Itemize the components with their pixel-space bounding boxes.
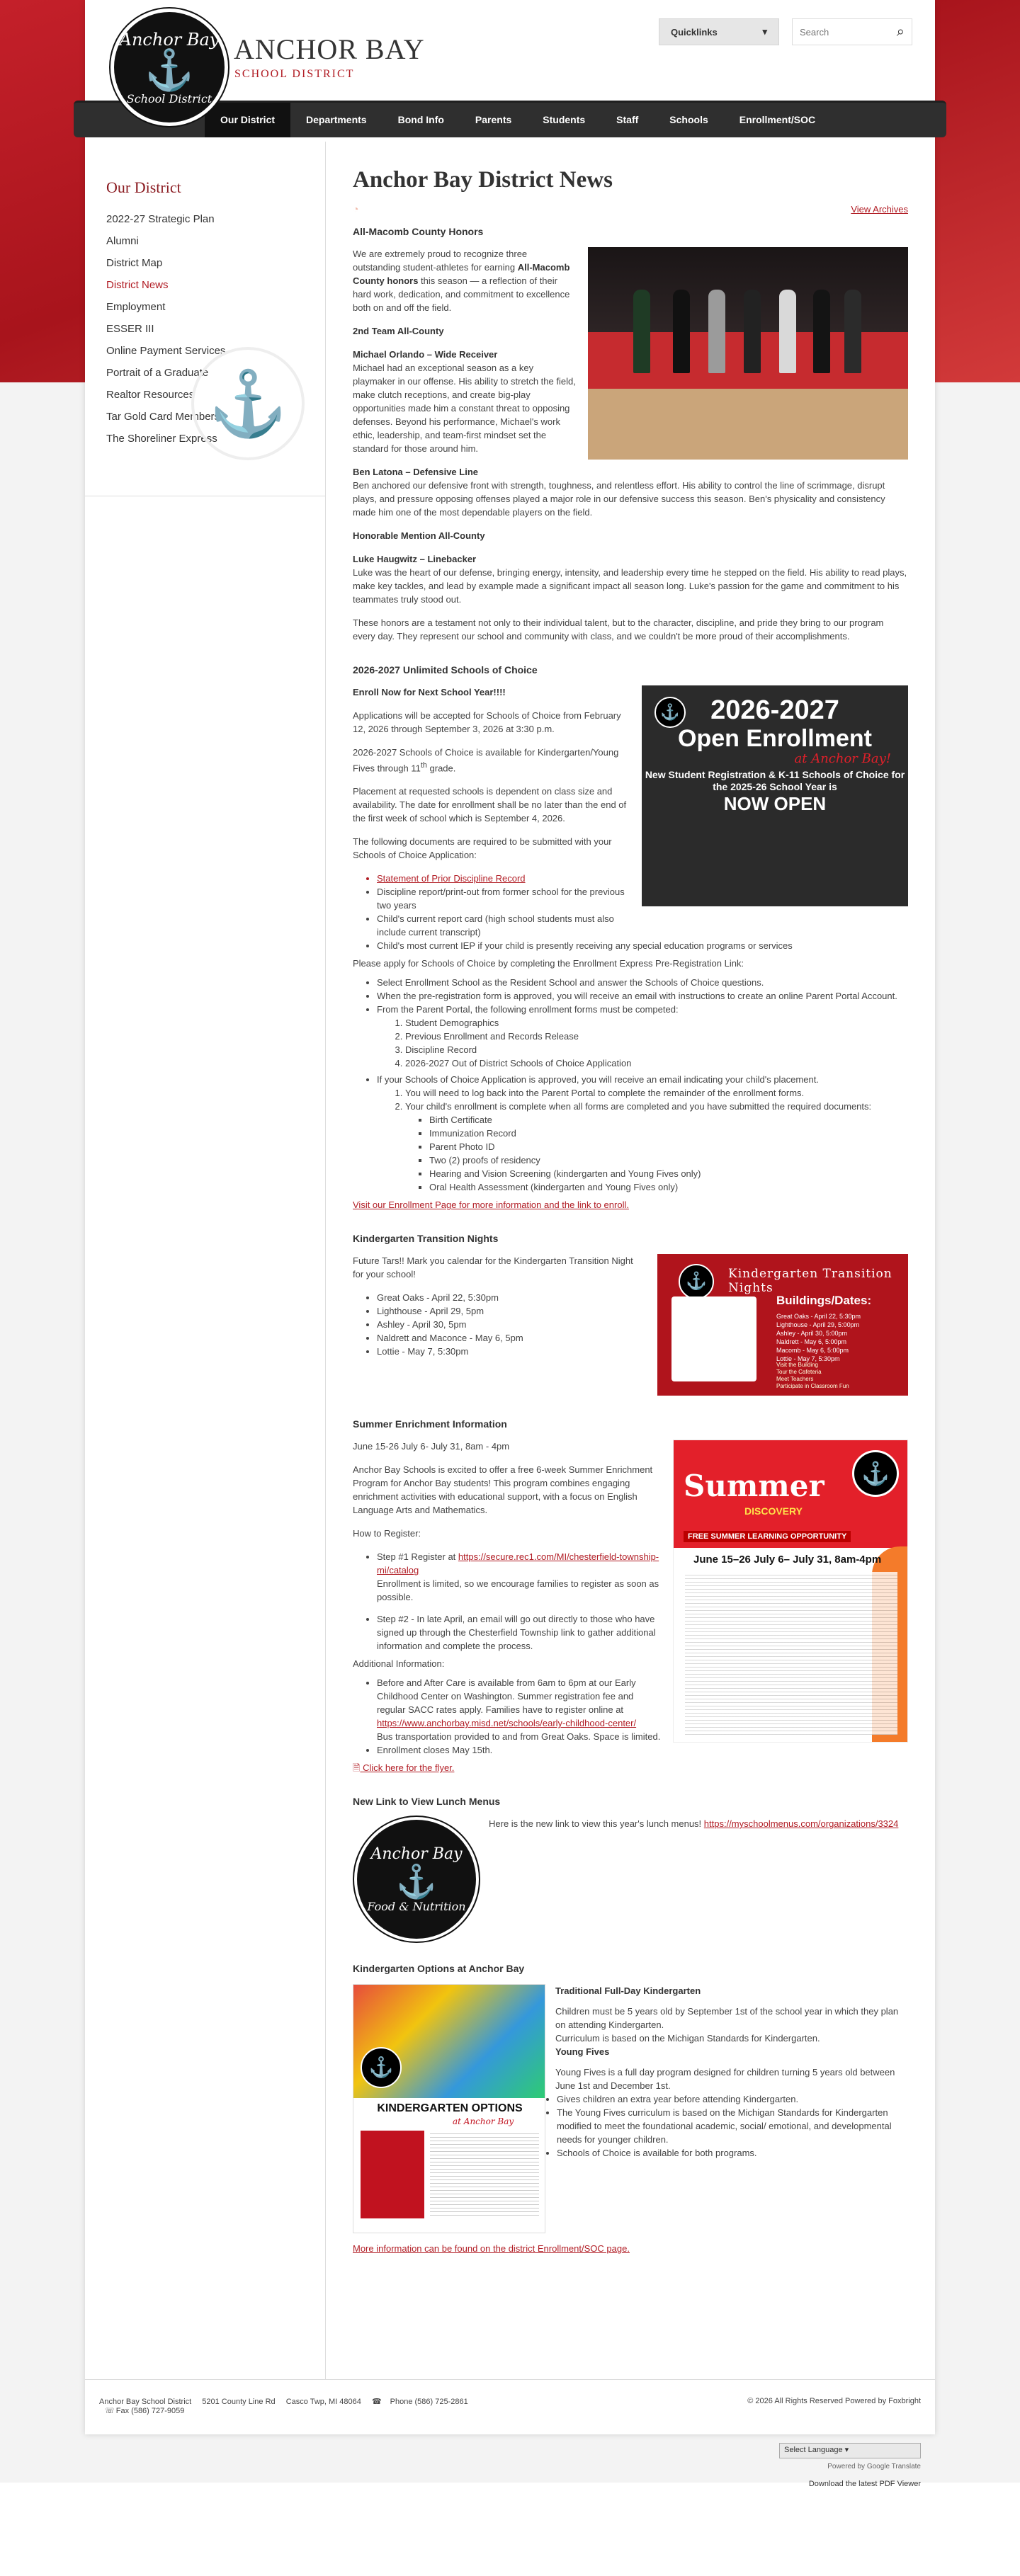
flyer-activity: Tour the Cafeteria xyxy=(776,1369,822,1376)
player-2-text: Ben anchored our defensive front with strength, toughness, and relentless effort. His ability to control the line of scrimmage, disrupt plays, and pressure opposing offenses played a major role in our defensive success this season. Ben's physicality and consistency made him one of the most dependable players on the field. xyxy=(353,480,885,518)
site-footer xyxy=(85,2379,935,2434)
pdf-viewer-link[interactable]: Download the latest PDF Viewer xyxy=(808,2480,921,2488)
page-wrapper xyxy=(85,0,935,2434)
flyer-now-open: NOW OPEN xyxy=(723,793,827,814)
player-2 xyxy=(353,465,908,519)
sidebar-item-alumni[interactable]: Alumni xyxy=(106,235,139,247)
kinder-transition-section xyxy=(353,1233,908,1404)
phone-icon: ☎ xyxy=(371,2398,382,2406)
search-icon[interactable]: ⌕ xyxy=(896,23,905,40)
discipline-record-link[interactable]: • Statement of Prior Discipline Record xyxy=(377,872,908,885)
additional-info: Additional Information: xyxy=(353,1658,445,1670)
sidebar-item-strategic-plan[interactable]: 2022-27 Strategic Plan xyxy=(106,213,215,225)
page-title: Anchor Bay District News xyxy=(353,167,613,193)
flyer-dates: June 15–26 July 6– July 31, 8am-4pm xyxy=(693,1554,882,1566)
player-3-name: Luke Haugwitz – Linebacker xyxy=(353,554,477,564)
soc-p2-text: grade. xyxy=(426,763,456,774)
soc-p2-text: 2026-2027 Schools of Choice is available for Kindergarten/Young Fives through 11 xyxy=(353,747,619,774)
list-item: • Step #2 - In late April, an email will go out directly to those who have signed up through the Chesterfield Township link to gather additional information and complete the process. xyxy=(377,1612,908,1653)
nav-staff[interactable]: Staff xyxy=(616,114,639,125)
sidebar-item-realtor-resources[interactable]: Realtor Resources xyxy=(106,389,195,401)
summer-heading: Summer Enrichment Information xyxy=(353,1418,507,1430)
player-1-text: Michael had an exceptional season as a key playmaker in our offense. His ability to stretch the field, make clutch receptions, and create big-play opportunities made him a constant threat to opposing defenses. Beyond his performance, Michael's work ethic, leadership, and team-first mindset set the standard for those around him. xyxy=(353,363,576,454)
soc-heading: 2026-2027 Unlimited Schools of Choice xyxy=(353,664,538,676)
forms-list xyxy=(405,1016,908,1070)
pdf-icon: 🗎 xyxy=(353,1762,361,1774)
flyer-tagline: FREE SUMMER LEARNING OPPORTUNITY xyxy=(684,1531,851,1542)
search-input[interactable] xyxy=(800,27,885,38)
quicklinks-label: Quicklinks xyxy=(671,26,718,38)
summer-dates: June 15-26 July 6- July 31, 8am - 4pm xyxy=(353,1441,510,1452)
trad-p1: Children must be 5 years old by September 1st of the school year in which they plan on attending Kindergarten. xyxy=(555,2006,899,2031)
honors-closing: These honors are a testament not only to their individual talent, but to the character, discipline, and pride they bring to our program every day. They represent our school and community with class, and we couldn't be more proud of their accomplishments. xyxy=(353,617,884,642)
footer-city: Casco Twp, MI 48064 xyxy=(285,2398,361,2406)
list-item: 1. You will need to log back into the Parent Portal to complete the remainder of the enrollment forms. xyxy=(405,1086,908,1100)
flyer-date: Naldrett - May 6, 5:00pm xyxy=(776,1338,847,1346)
sidebar-title: Our District xyxy=(106,178,181,196)
list-item: 4. 2026-2027 Out of District Schools of Choice Application xyxy=(405,1056,908,1070)
lunch-heading: New Link to View Lunch Menus xyxy=(353,1796,501,1808)
nav-schools[interactable]: Schools xyxy=(669,114,708,125)
food-nutrition-logo xyxy=(354,1817,479,1942)
soc-p3: Placement at requested schools is dependent on class size and availability. The date for enrollment shall be no later than the end of the first week of school which is September 4, 2026. xyxy=(353,786,627,824)
required-docs-list xyxy=(429,1113,908,1194)
flyer-panel xyxy=(361,2131,424,2218)
trad-p2: Curriculum is based on the Michigan Standards for Kindergarten. xyxy=(555,2033,820,2044)
below-footer xyxy=(85,2434,935,2576)
soc-steps-list xyxy=(377,976,908,1194)
flyer-title: Summer xyxy=(684,1469,824,1504)
apply-line: Please apply for Schools of Choice by completing the Enrollment Express Pre-Registration Link: xyxy=(353,958,744,969)
sidebar-item-esser[interactable]: ESSER III xyxy=(106,323,154,335)
summer-intro: Anchor Bay Schools is excited to offer a free 6-week Summer Enrichment Program for Anchor Bay students! This program combines engaging enrichment activities with educational support, with a focus on English Language Arts and Mathematics. xyxy=(353,1464,653,1516)
footer-phone[interactable]: Phone (586) 725-2861 xyxy=(390,2398,468,2406)
main-content xyxy=(326,142,935,2379)
anchor-watermark-icon: ⚓ xyxy=(191,347,305,460)
kinder-transition-heading: Kindergarten Transition Nights xyxy=(353,1233,499,1245)
approved-steps-list xyxy=(405,1086,908,1194)
logo-text: Anchor Bay xyxy=(370,1845,463,1864)
quicklinks-dropdown[interactable] xyxy=(659,18,779,45)
photo-person xyxy=(813,290,830,373)
list-item: ▪ Immunization Record xyxy=(429,1127,908,1140)
anchor-icon: ⚓ xyxy=(396,1862,437,1901)
flyer-subtitle: DISCOVERY xyxy=(744,1505,803,1517)
sidebar-item-district-news[interactable]: District News xyxy=(106,279,169,291)
soc-p4: The following documents are required to be submitted with your Schools of Choice Application: xyxy=(353,836,612,861)
honors-intro-bold: All-Macomb County honors xyxy=(353,262,570,286)
list-item: • When the pre-registration form is approved, you will receive an email with instructions to create an online Parent Portal Account. xyxy=(377,989,908,1003)
photo-person xyxy=(633,290,650,373)
list-item: ▪ Oral Health Assessment (kindergarten and Young Fives only) xyxy=(429,1180,908,1194)
flyer-subtitle: New Student Registration & K-11 Schools of Choice for the 2025-26 School Year is xyxy=(645,769,905,792)
anchor-seal-icon: ⚓ xyxy=(654,697,686,728)
visit-enrollment-link[interactable]: Visit our Enrollment Page for more information and the link to enroll. xyxy=(353,1199,629,1211)
player-3-text: Luke was the heart of our defense, bringing energy, intensity, and leadership every time he stepped on the field. His ability to read plays, make key tackles, and lead by example made a significant impact all season long. Luke's passion for the game and commitment to his teammates truly stood out. xyxy=(353,567,907,605)
list-item: • Child's most current IEP if your child is presently receiving any special education programs or services xyxy=(377,939,908,952)
flyer-title: Kindergarten Transition Nights xyxy=(728,1267,892,1296)
flyer-body-text xyxy=(430,2131,539,2218)
flyer-body-text xyxy=(685,1572,897,1735)
view-archives-link[interactable]: View Archives xyxy=(851,203,908,215)
flyer-activity: Meet Teachers xyxy=(776,1376,814,1383)
list-item: 3. Discipline Record xyxy=(405,1043,908,1056)
google-translate-credit: Powered by Google Translate xyxy=(827,2463,921,2470)
fax-icon: ☏ xyxy=(105,2407,115,2415)
list-item: ▪ Hearing and Vision Screening (kindergarten and Young Fives only) xyxy=(429,1167,908,1180)
flyer-activity: Participate in Classroom Fun xyxy=(776,1383,849,1390)
info-text: Before and After Care is available from 6am to 6pm at our Early Childhood Center on Washington. Summer registration fee and regular SACC rates apply. Families have to register online at xyxy=(377,1677,636,1716)
rec1-catalog-link[interactable]: https://secure.rec1.com/MI/chesterfield-township-mi/catalog xyxy=(377,1551,659,1576)
school-subtitle: SCHOOL DISTRICT xyxy=(234,68,355,80)
rss-icon[interactable]: ◔ xyxy=(353,203,359,215)
list-item: • Child's current report card (high school students must also include current transcript) xyxy=(377,912,908,939)
soc-section xyxy=(353,664,908,1221)
content-area xyxy=(85,142,935,2379)
photo-person xyxy=(744,290,761,373)
site-header xyxy=(85,0,935,142)
list-item: • Lottie - May 7, 5:30pm xyxy=(377,1345,908,1358)
sidebar-item-gold-card[interactable]: Tar Gold Card Members xyxy=(106,411,220,423)
nav-our-district[interactable]: Our District xyxy=(205,103,290,137)
footer-name: Anchor Bay School District xyxy=(99,2398,192,2406)
step-text: From the Parent Portal, the following enrollment forms must be competed: xyxy=(377,1004,679,1015)
list-item: ▪ Birth Certificate xyxy=(429,1113,908,1127)
step-text: Your child's enrollment is complete when all forms are completed and you have submitted the required documents: xyxy=(405,1101,872,1112)
list-item: ▪ Two (2) proofs of residency xyxy=(429,1153,908,1167)
footer-copyright: © 2026 All Rights Reserved Powered by Foxbright xyxy=(747,2397,921,2405)
flyer-link[interactable]: Click here for the flyer. xyxy=(360,1762,455,1774)
photo-floor xyxy=(588,389,908,460)
lunch-menu-link[interactable]: https://myschoolmenus.com/organizations/3324 xyxy=(703,1818,899,1830)
list-item: • Enrollment closes May 15th. xyxy=(377,1743,908,1757)
footer-address: 5201 County Line Rd xyxy=(202,2398,276,2406)
young-fives-list xyxy=(557,2092,908,2160)
flyer-date: Ashley - April 30, 5:00pm xyxy=(776,1330,848,1338)
player-2-name: Ben Latona – Defensive Line xyxy=(353,467,478,477)
flyer-title: Open Enrollment xyxy=(678,725,872,752)
list-item xyxy=(377,1003,908,1070)
how-to-register: How to Register: xyxy=(353,1528,421,1539)
list-item: • Lighthouse - April 29, 5pm xyxy=(377,1304,908,1318)
kinder-options-flyer xyxy=(353,1984,545,2233)
honors-photo xyxy=(588,247,908,460)
anchor-seal-icon: ⚓ xyxy=(679,1264,714,1299)
young-fives-title: Young Fives xyxy=(555,2046,610,2058)
flyer-dates xyxy=(776,1312,861,1363)
flyer-date: Lottie - May 7, 5:30pm xyxy=(776,1355,840,1363)
footer-contact xyxy=(99,2397,477,2434)
enrollment-soc-link[interactable]: More information can be found on the district Enrollment/SOC page. xyxy=(353,2243,630,2255)
lunch-section xyxy=(353,1796,908,1950)
honors-intro-text: We are extremely proud to recognize three outstanding student-athletes for earning xyxy=(353,249,528,273)
young-fives-p1: Young Fives is a full day program designed for children turning 5 years old between June 1st and December 1st. xyxy=(555,2067,895,2092)
flyer-activities xyxy=(776,1362,849,1390)
open-enrollment-flyer xyxy=(642,685,908,906)
logo-text: Food & Nutrition xyxy=(367,1900,466,1914)
logo-top-text: Anchor Bay xyxy=(119,29,220,50)
second-team-heading: 2nd Team All-County xyxy=(353,326,444,336)
lunch-desc: Here is the new link to view this year's lunch menus! xyxy=(489,1818,704,1830)
flyer-year: 2026-2027 xyxy=(710,695,839,725)
honorable-heading: Honorable Mention All-County xyxy=(353,530,485,541)
info-text: Bus transportation provided to and from Great Oaks. Space is limited. xyxy=(377,1731,661,1743)
list-item xyxy=(405,1100,908,1194)
flyer-subtitle: at Anchor Bay xyxy=(453,2116,514,2127)
flyer-date: Lighthouse - April 29, 5:00pm xyxy=(776,1321,860,1329)
honors-heading: All-Macomb County Honors xyxy=(353,226,484,237)
list-item: • Gives children an extra year before attending Kindergarten. xyxy=(557,2092,908,2106)
honors-intro-text: this season — a reflection of their hard work, dedication, and commitment to excellence both on and off the field. xyxy=(353,275,570,313)
flyer-row xyxy=(353,1761,908,1774)
list-item: 1. Student Demographics xyxy=(405,1016,908,1030)
ecc-link[interactable]: https://www.anchorbay.misd.net/schools/early-childhood-center/ xyxy=(377,1718,637,1729)
sidebar-item-online-payment[interactable]: Online Payment Services xyxy=(106,345,226,357)
step-text: Enrollment is limited, so we encourage families to register as soon as possible. xyxy=(377,1578,659,1603)
anchor-seal-icon: ⚓ xyxy=(852,1450,899,1497)
rss-row xyxy=(353,203,908,215)
sidebar-item-employment[interactable]: Employment xyxy=(106,301,166,313)
step-text: Step #1 Register at xyxy=(377,1551,458,1563)
flyer-date: Great Oaks - April 22, 5:30pm xyxy=(776,1313,861,1321)
trad-title: Traditional Full-Day Kindergarten xyxy=(555,1985,701,1997)
nav-parents[interactable]: Parents xyxy=(475,114,512,125)
photo-person xyxy=(673,290,690,373)
footer-fax: Fax (586) 727-9059 xyxy=(115,2407,185,2415)
summer-flyer xyxy=(673,1440,908,1743)
flyer-title: KINDERGARTEN OPTIONS xyxy=(377,2102,523,2115)
list-item: ▪ Parent Photo ID xyxy=(429,1140,908,1153)
anchor-seal-icon: ⚓ xyxy=(361,2047,402,2088)
kinder-options-heading: Kindergarten Options at Anchor Bay xyxy=(353,1963,525,1975)
school-name[interactable]: ANCHOR BAY xyxy=(234,33,425,65)
anchor-icon: ⚓ xyxy=(144,47,194,93)
lunch-text xyxy=(484,1817,908,1830)
honors-section xyxy=(353,226,908,653)
flyer-date: Macomb - May 6, 5:00pm xyxy=(776,1347,849,1355)
kinder-options-section xyxy=(353,1963,908,2242)
list-item xyxy=(377,1073,908,1194)
sidebar xyxy=(85,142,326,2379)
player-1-name: Michael Orlando – Wide Receiver xyxy=(353,349,498,360)
search-box xyxy=(792,18,912,45)
photo-person xyxy=(844,290,861,373)
language-select-label: Select Language xyxy=(784,2446,843,2454)
flyer-activity: Visit the Building xyxy=(776,1362,818,1369)
logo-bottom-text: School District xyxy=(126,91,212,106)
language-select[interactable]: Select Language ▾ xyxy=(779,2443,921,2458)
list-item: • The Young Fives curriculum is based on the Michigan Standards for Kindergarten modified to meet the foundational academic, social/ emotional, and developmental needs for younger children. xyxy=(557,2106,908,2146)
list-item: • Great Oaks - April 22, 5:30pm xyxy=(377,1291,908,1304)
sidebar-item-district-map[interactable]: District Map xyxy=(106,257,163,269)
soc-p1: Applications will be accepted for Schools of Choice from February 12, 2026 through September 3, 2026 at 3:30 p.m. xyxy=(353,710,621,734)
step-text: If your Schools of Choice Application is approved, you will receive an email indicating your child's placement. xyxy=(377,1074,819,1085)
sidebar-item-portrait-graduate[interactable]: Portrait of a Graduate xyxy=(106,367,209,379)
flyer-buildings: Buildings/Dates: xyxy=(776,1294,872,1308)
list-item: • Discipline report/print-out from former school for the previous two years xyxy=(377,885,908,912)
soc-p2-sup: th xyxy=(420,761,427,770)
list-item: 2. Previous Enrollment and Records Release xyxy=(405,1030,908,1043)
list-item: • Select Enrollment School as the Resident School and answer the Schools of Choice questions. xyxy=(377,976,908,989)
photo-person xyxy=(779,290,796,373)
nav-enrollment-soc[interactable]: Enrollment/SOC xyxy=(739,114,816,125)
summer-section xyxy=(353,1418,908,1784)
player-3 xyxy=(353,552,908,606)
nav-departments[interactable]: Departments xyxy=(306,114,367,125)
photo-person xyxy=(708,290,725,373)
enroll-now: Enroll Now for Next School Year!!!! xyxy=(353,687,506,697)
flyer-photo xyxy=(672,1296,756,1381)
district-logo[interactable] xyxy=(110,8,228,126)
list-item: • Naldrett and Maconce - May 6, 5pm xyxy=(377,1331,908,1345)
list-item: • Ashley - April 30, 5pm xyxy=(377,1318,908,1331)
flyer-script: at Anchor Bay! xyxy=(794,751,891,766)
kinder-transition-intro: Future Tars!! Mark you calendar for the Kindergarten Transition Night for your school! xyxy=(353,1255,633,1280)
sidebar-item-shoreliner[interactable]: The Shoreliner Express xyxy=(106,433,217,445)
caret-down-icon: ▾ xyxy=(762,26,767,37)
nav-students[interactable]: Students xyxy=(543,114,586,125)
transition-nights-flyer xyxy=(657,1254,908,1396)
list-item: • Schools of Choice is available for both programs. xyxy=(557,2146,908,2160)
nav-bond-info[interactable]: Bond Info xyxy=(397,114,444,125)
